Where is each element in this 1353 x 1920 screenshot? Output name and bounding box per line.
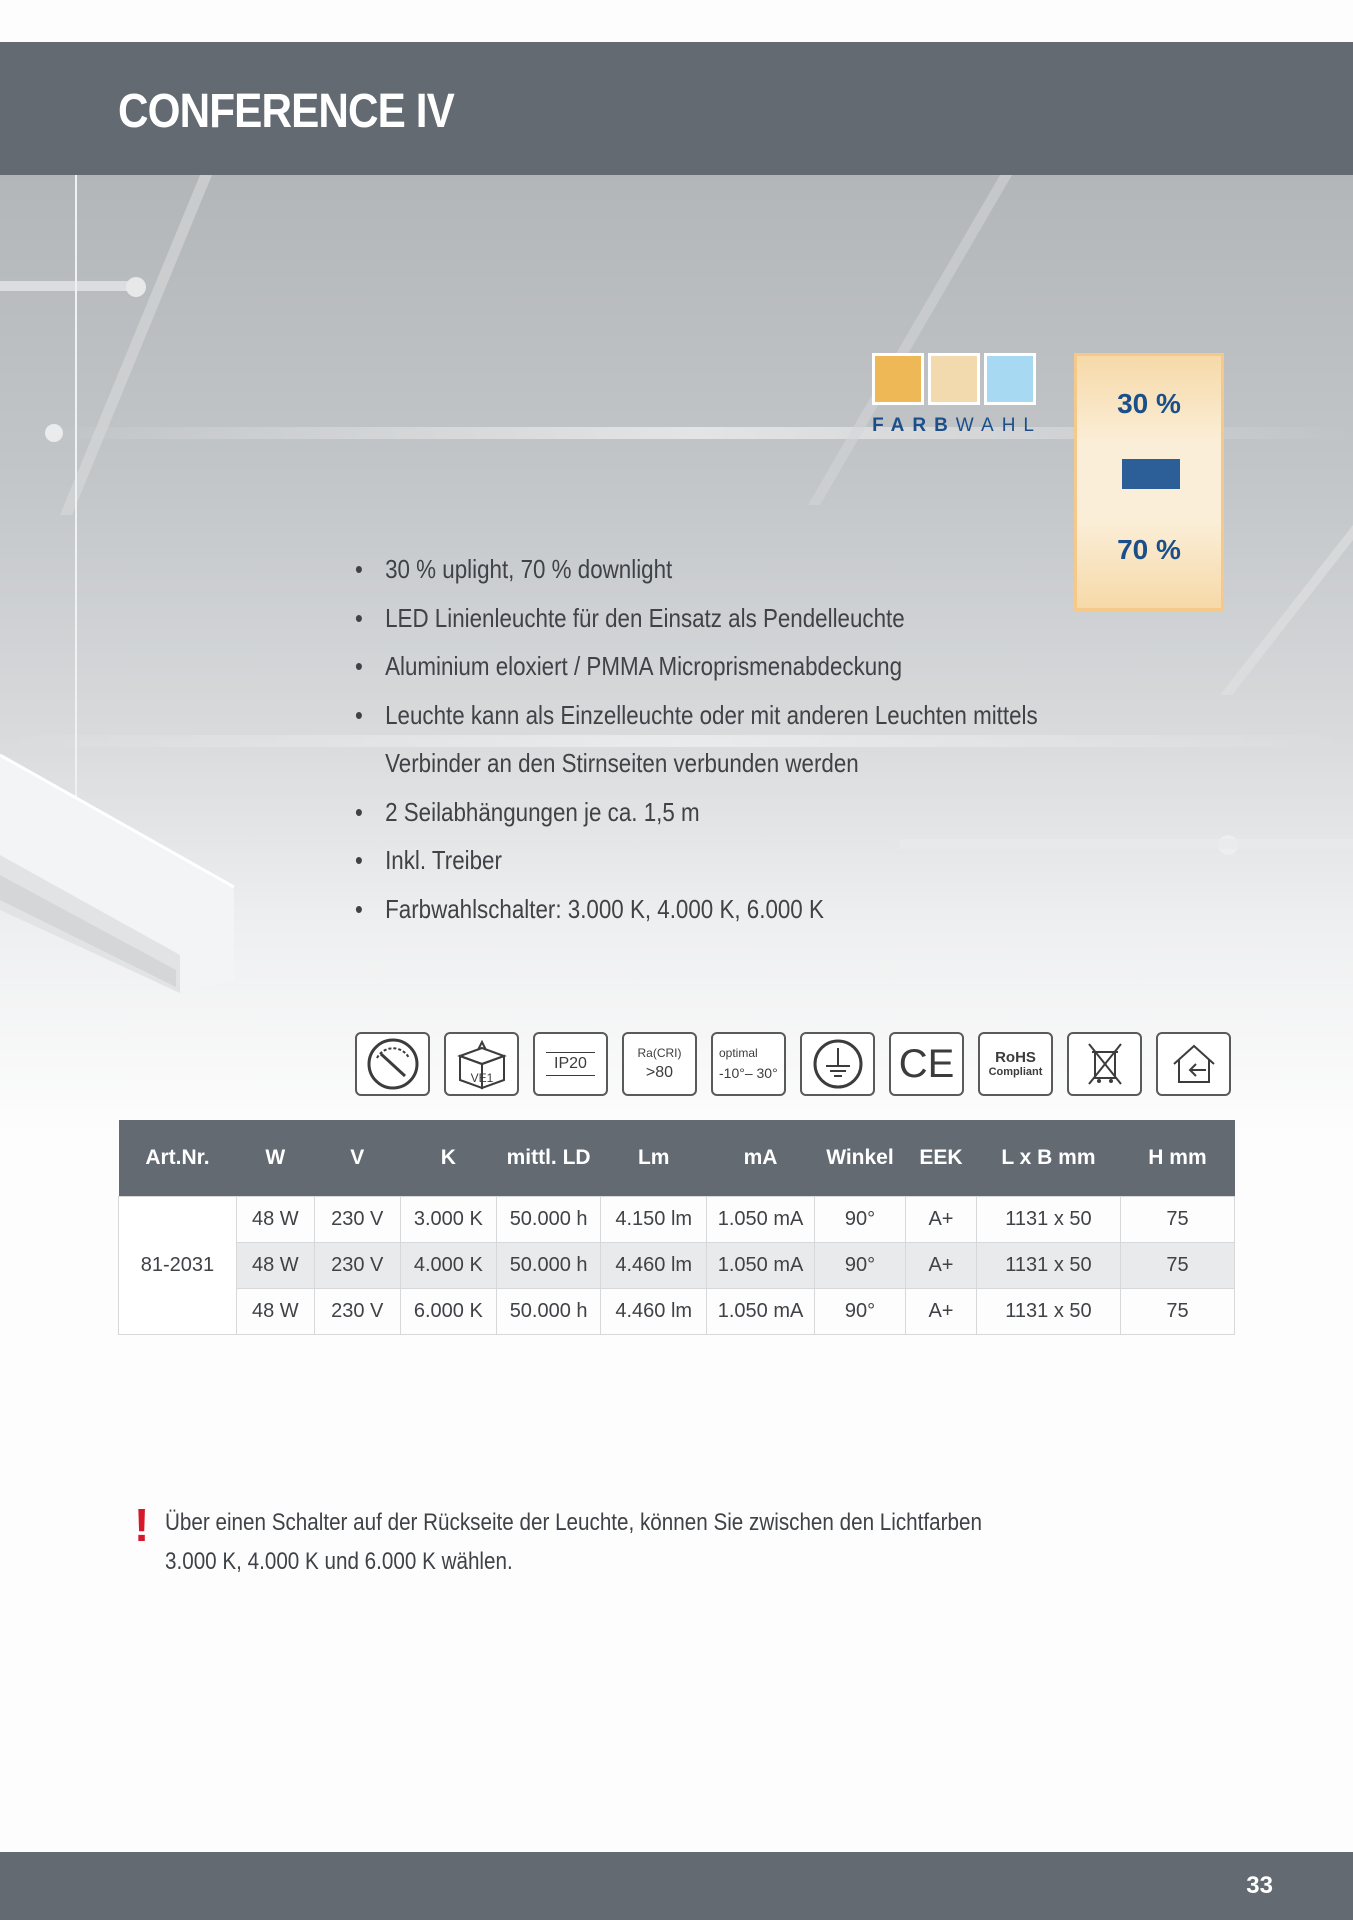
table-cell: 48 W [236,1243,314,1289]
temperature-value: -10°– 30° [719,1064,778,1081]
cri-icon [622,1032,697,1096]
article-number: 81-2031 [119,1197,237,1335]
list-item-text: Verbinder an den Stirnseiten verbunden werden [385,748,859,778]
rohs-text: RoHS [995,1048,1036,1066]
table-row [119,1289,1235,1335]
table-cell: A+ [906,1243,977,1289]
ce-mark-text: CE [898,1042,955,1086]
temperature-range-icon [711,1032,786,1096]
page-header-bar [0,42,1353,175]
warning-mark-icon: ! [134,1499,150,1551]
table-cell: 75 [1120,1243,1234,1289]
rohs-icon [978,1032,1053,1096]
list-item: • 30 % uplight, 70 % downlight [355,554,673,584]
note-line-2: 3.000 K, 4.000 K und 6.000 K wählen. [165,1548,513,1575]
protection-class-icon [800,1032,875,1096]
table-cell: 4.150 lm [601,1197,707,1243]
table-header: H mm [1120,1120,1234,1197]
swatch-cool [984,353,1036,405]
table-cell: 90° [814,1289,905,1335]
table-cell: 1.050 mA [707,1197,815,1243]
list-item: • 2 Seilabhängungen je ca. 1,5 m [355,796,700,827]
page-footer-bar [0,1852,1353,1920]
farbwahl-label [872,415,1042,437]
table-cell: 1131 x 50 [976,1289,1120,1335]
table-cell: 4.460 lm [601,1243,707,1289]
list-item-continuation [355,739,1038,788]
ce-mark-icon [889,1032,964,1096]
list-item-text: 2 Seilabhängungen je ca. 1,5 m [385,796,700,827]
spec-table [118,1120,1235,1335]
note-line-1: Über einen Schalter auf der Rückseite der Leuchte, können Sie zwischen den Lichtfarben [165,1509,982,1536]
list-item-text: Farbwahlschalter: 3.000 K, 4.000 K, 6.000 K [385,893,824,924]
table-cell: 75 [1120,1289,1234,1335]
swatch-neutral [928,353,980,405]
table-cell: 48 W [236,1197,314,1243]
table-cell: 230 V [314,1289,400,1335]
feature-list [355,545,1149,933]
weee-disposal-icon [1067,1032,1142,1096]
table-cell: 50.000 h [496,1289,600,1335]
table-cell: 230 V [314,1197,400,1243]
table-header: Lm [601,1120,707,1197]
table-header: EEK [906,1120,977,1197]
ve-text: VE1 [470,1071,493,1085]
uplight-percent: 30 % [1117,388,1181,419]
packaging-unit-icon [444,1032,519,1096]
table-cell: A+ [906,1289,977,1335]
table-cell: 1131 x 50 [976,1197,1120,1243]
list-item-text: Inkl. Treiber [385,845,502,875]
table-header: Winkel [814,1120,905,1197]
cri-label: Ra(CRI) [637,1045,682,1060]
color-swatches [872,353,1042,405]
luminaire-symbol [1122,459,1180,489]
table-header: Art.Nr. [119,1120,237,1197]
table-cell: 3.000 K [400,1197,496,1243]
cri-value: >80 [645,1063,674,1081]
ip-rating-icon [533,1032,608,1096]
color-choice-block [872,353,1042,437]
list-item-text: LED Linienleuchte für den Einsatz als Pendelleuchte [385,602,905,633]
table-header: K [400,1120,496,1197]
list-item: • LED Linienleuchte für den Einsatz als Pendelleuchte [355,602,905,633]
page-title: CONFERENCE IV [118,85,454,138]
downlight-percent: 70 % [1117,534,1181,565]
rohs-subtext: Compliant [988,1066,1043,1079]
table-cell: 230 V [314,1243,400,1289]
table-cell: 90° [814,1197,905,1243]
table-cell: 50.000 h [496,1197,600,1243]
table-cell: 48 W [236,1289,314,1335]
switch-note [165,1503,982,1581]
table-cell: 1.050 mA [707,1289,815,1335]
table-cell: 4.460 lm [601,1289,707,1335]
certification-icons [355,1032,1231,1096]
table-header: mA [707,1120,815,1197]
table-cell: 1131 x 50 [976,1243,1120,1289]
table-header: mittl. LD [496,1120,600,1197]
table-cell: 4.000 K [400,1243,496,1289]
ip-rating-text: IP20 [546,1052,595,1076]
list-item-text: Aluminium eloxiert / PMMA Microprismenabdeckung [385,651,903,681]
table-row [119,1197,1235,1243]
dimmer-icon [355,1032,430,1096]
table-cell: 90° [814,1243,905,1289]
list-item-text: 30 % uplight, 70 % downlight [385,554,673,584]
table-header: V [314,1120,400,1197]
swatch-warm [872,353,924,405]
page-number: 33 [1246,1872,1273,1899]
table-cell: 1.050 mA [707,1243,815,1289]
farbwahl-label-bold: FARB [872,415,956,436]
list-item: • Inkl. Treiber [355,845,502,875]
table-cell: 50.000 h [496,1243,600,1289]
table-cell: A+ [906,1197,977,1243]
table-header: L x B mm [976,1120,1120,1197]
table-header: W [236,1120,314,1197]
list-item: • Aluminium eloxiert / PMMA Microprismenabdeckung [355,651,903,681]
table-header-row [119,1120,1235,1197]
indoor-use-icon [1156,1032,1231,1096]
list-item: • Farbwahlschalter: 3.000 K, 4.000 K, 6.000 K [355,893,824,924]
list-item-text: Leuchte kann als Einzelleuchte oder mit anderen Leuchten mittels [385,699,1038,730]
table-row [119,1243,1235,1289]
temperature-label: optimal [719,1045,758,1060]
list-item: • Leuchte kann als Einzelleuchte oder mit anderen Leuchten mittels [355,699,1038,730]
table-cell: 75 [1120,1197,1234,1243]
farbwahl-label-rest: WAHL [955,415,1042,436]
table-cell: 6.000 K [400,1289,496,1335]
